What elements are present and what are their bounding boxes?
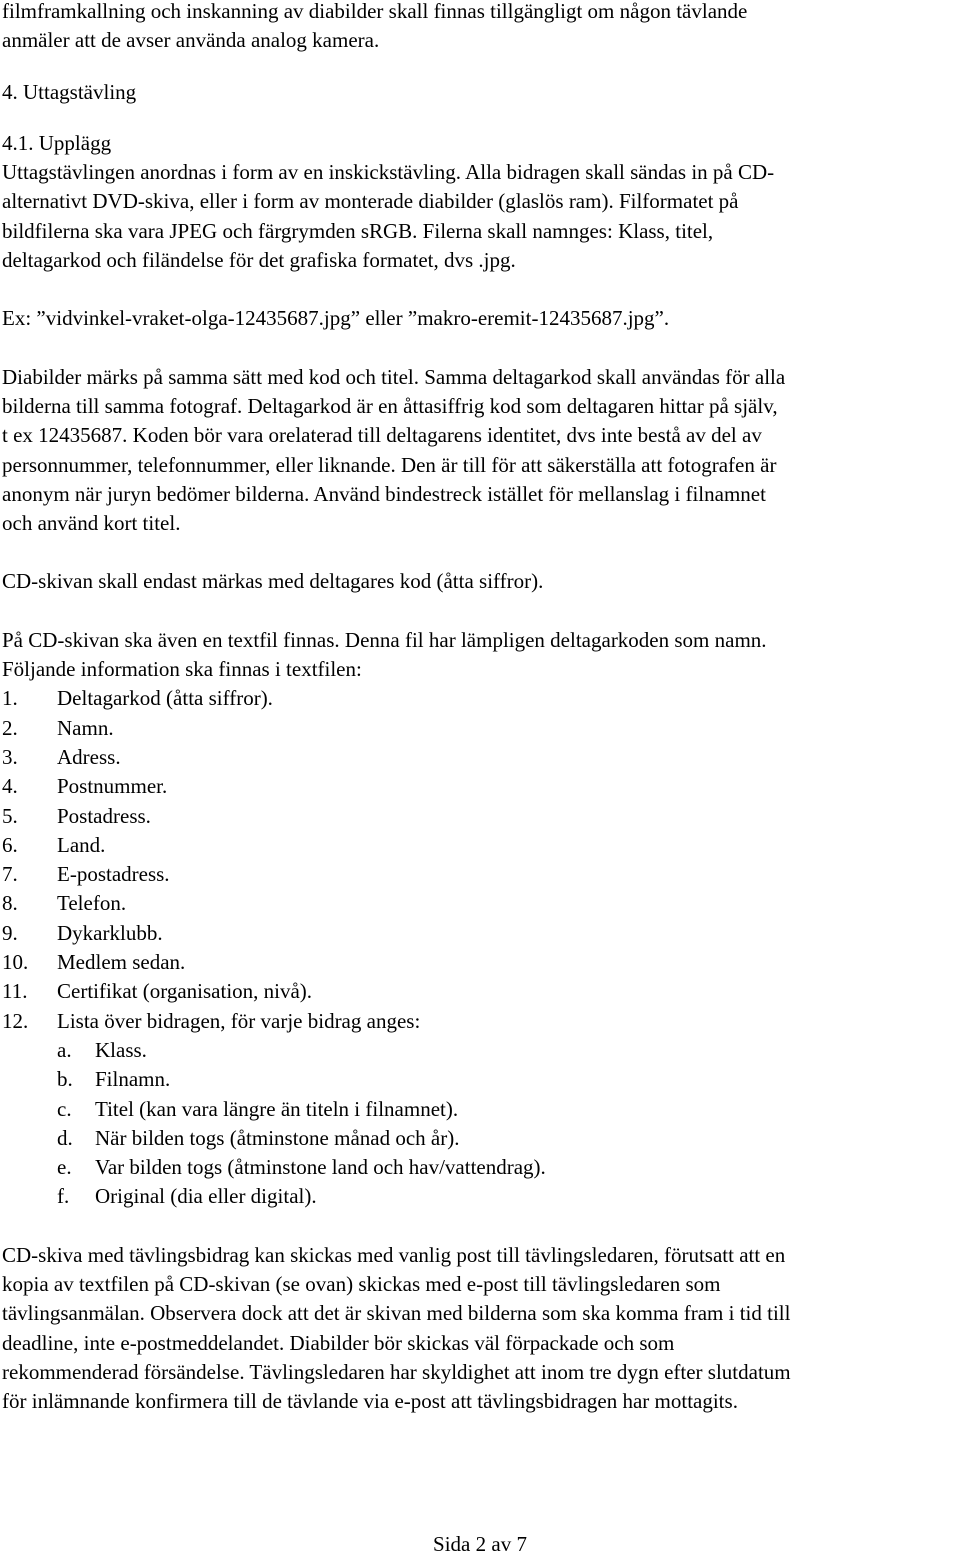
sublist-letter: f.	[57, 1184, 70, 1209]
text-line: anmäler att de avser använda analog kamera.	[2, 28, 380, 53]
text-line: filmframkallning och inskanning av diabilder skall finnas tillgängligt om någon tävlande	[2, 0, 748, 23]
list-item	[2, 889, 957, 918]
text-line: anonym när juryn bedömer bilderna. Använd bindestreck istället för mellanslag i filnamnet	[2, 481, 766, 506]
text-line: t ex 12435687. Koden bör vara orelaterad till deltagarens identitet, dvs inte bestå av del av	[2, 423, 762, 448]
list-number: 9.	[2, 920, 18, 945]
paragraph-textfile	[2, 626, 957, 685]
text-line: alternativt DVD-skiva, eller i form av monterade diabilder (glaslös ram). Filformatet på	[2, 189, 739, 214]
numbered-list	[2, 684, 957, 1036]
list-text: Postnummer.	[57, 774, 168, 799]
sublist-text: Klass.	[95, 1037, 147, 1062]
list-number: 4.	[2, 774, 18, 799]
text-line: På CD-skivan ska även en textfil finnas. Denna fil har lämpligen deltagarkoden som namn.	[2, 627, 767, 652]
list-item	[2, 977, 957, 1006]
page-number-footer: Sida 2 av 7	[433, 1532, 527, 1556]
section-heading: 4. Uttagstävling	[2, 79, 137, 104]
list-number: 6.	[2, 832, 18, 857]
text-line: CD-skiva med tävlingsbidrag kan skickas med vanlig post till tävlingsledaren, förutsatt att en	[2, 1242, 786, 1267]
list-text: Namn.	[57, 715, 114, 740]
list-item	[2, 743, 957, 772]
text-line: och använd kort titel.	[2, 511, 181, 536]
sublist-letter: b.	[57, 1067, 73, 1092]
list-number: 2.	[2, 715, 18, 740]
list-item	[2, 772, 957, 801]
cd-label-paragraph: CD-skivan skall endast märkas med deltagares kod (åtta siffror).	[2, 569, 544, 594]
filename-example: Ex: ”vidvinkel-vraket-olga-12435687.jpg” eller ”makro-eremit-12435687.jpg”.	[2, 306, 670, 331]
list-item	[2, 1007, 957, 1036]
list-text: Telefon.	[57, 891, 127, 916]
sublist-text: Var bilden togs (åtminstone land och hav/vattendrag).	[95, 1155, 546, 1180]
text-line: Följande information ska finnas i textfilen:	[2, 657, 362, 682]
intro-paragraph	[2, 0, 957, 56]
sublist-letter: e.	[57, 1155, 72, 1180]
sublist-item	[2, 1182, 957, 1211]
list-item	[2, 831, 957, 860]
list-text: Certifikat (organisation, nivå).	[57, 979, 313, 1004]
sublist-letter: c.	[57, 1096, 72, 1121]
list-text: E-postadress.	[57, 862, 170, 887]
sublist-text: Original (dia eller digital).	[95, 1184, 317, 1209]
list-number: 3.	[2, 744, 18, 769]
sublist-letter: a.	[57, 1037, 72, 1062]
text-line: deltagarkod och filändelse för det grafiska formatet, dvs .jpg.	[2, 248, 516, 273]
list-item	[2, 860, 957, 889]
subsection-heading: 4.1. Upplägg	[2, 130, 112, 155]
text-line: deadline, inte e-postmeddelandet. Diabilder bör skickas väl förpackade och som	[2, 1330, 675, 1355]
text-line: för inlämnande konfirmera till de tävlande via e-post att tävlingsbidragen har mottagits.	[2, 1389, 738, 1414]
list-text: Postadress.	[57, 803, 151, 828]
list-item	[2, 919, 957, 948]
list-number: 7.	[2, 862, 18, 887]
text-line: bilderna till samma fotograf. Deltagarkod är en åttasiffrig kod som deltagaren hittar på själv,	[2, 393, 778, 418]
sublist-item	[2, 1065, 957, 1094]
list-item	[2, 948, 957, 977]
list-number: 12.	[2, 1008, 29, 1033]
paragraph-format	[2, 158, 957, 275]
list-number: 11.	[2, 979, 28, 1004]
sublist-letter: d.	[57, 1125, 73, 1150]
paragraph-mailing	[2, 1241, 957, 1417]
sublist-text: Filnamn.	[95, 1067, 171, 1092]
list-item	[2, 684, 957, 713]
sublist-item	[2, 1095, 957, 1124]
sublist-item	[2, 1124, 957, 1153]
text-line: tävlingsanmälan. Observera dock att det är skivan med bilderna som ska komma fram i tid till	[2, 1301, 791, 1326]
list-number: 5.	[2, 803, 18, 828]
sublist-item	[2, 1153, 957, 1182]
lettered-sublist	[2, 1036, 957, 1212]
list-number: 8.	[2, 891, 18, 916]
document-page	[2, 0, 957, 1416]
list-text: Dykarklubb.	[57, 920, 163, 945]
list-text: Land.	[57, 832, 106, 857]
text-line: rekommenderad försändelse. Tävlingsledaren har skyldighet att inom tre dygn efter slutdatum	[2, 1359, 791, 1384]
list-text: Lista över bidragen, för varje bidrag anges:	[57, 1008, 421, 1033]
text-line: personnummer, telefonnummer, eller liknande. Den är till för att säkerställa att fotografen är	[2, 452, 777, 477]
sublist-item	[2, 1036, 957, 1065]
paragraph-slides	[2, 363, 957, 539]
list-text: Adress.	[57, 744, 121, 769]
list-text: Deltagarkod (åtta siffror).	[57, 686, 273, 711]
text-line: Diabilder märks på samma sätt med kod och titel. Samma deltagarkod skall användas för alla	[2, 364, 786, 389]
text-line: Uttagstävlingen anordnas i form av en inskickstävling. Alla bidragen skall sändas in på CD-	[2, 160, 775, 185]
list-text: Medlem sedan.	[57, 950, 186, 975]
text-line: bildfilerna ska vara JPEG och färgrymden sRGB. Filerna skall namnges: Klass, titel,	[2, 218, 714, 243]
list-number: 10.	[2, 950, 29, 975]
sublist-text: Titel (kan vara längre än titeln i filnamnet).	[95, 1096, 459, 1121]
list-number: 1.	[2, 686, 18, 711]
sublist-text: När bilden togs (åtminstone månad och år).	[95, 1125, 460, 1150]
text-line: kopia av textfilen på CD-skivan (se ovan) skickas med e-post till tävlingsledaren som	[2, 1271, 721, 1296]
list-item	[2, 802, 957, 831]
list-item	[2, 714, 957, 743]
